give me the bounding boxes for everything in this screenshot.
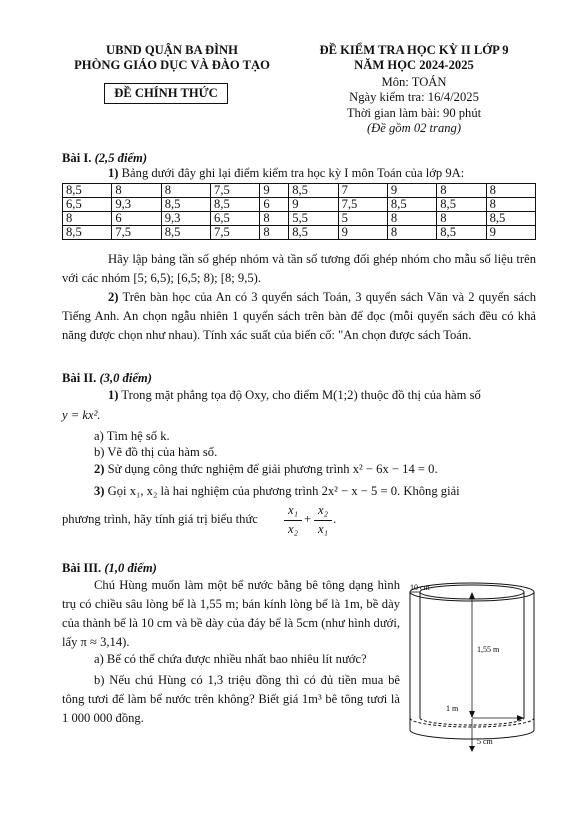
table-cell: 8 [437,212,486,226]
frac2-numerator: x₂ [318,503,328,517]
table-cell: 8,5 [211,198,260,212]
table-cell: 8,5 [437,226,486,240]
table-cell: 8 [387,226,436,240]
exam-duration: Thời gian làm bài: 90 phút [346,106,482,120]
frac2-denominator: x₁ [318,522,328,536]
table-row [63,212,536,226]
bai3-b: b) Nếu chú Hùng có 1,3 triệu đồng thì có đủ tiền mua bê tông tươi để làm bể nước trên không? Biết giá 1m³ bê tông tươi là 1 000 000 đồng. [62,673,400,725]
table-cell: 9 [338,226,387,240]
bai3-a: a) Bể có thể chứa được nhiều nhất bao nhiêu lít nước? [94,652,367,666]
table-cell: 9 [387,184,436,198]
table-cell: 9 [260,184,289,198]
frac1-numerator: x₁ [288,503,298,517]
table-cell: 6 [112,212,161,226]
bai1-q1-task: Hãy lập bảng tần số ghép nhóm và tần số tương đối ghép nhóm cho mẫu số liệu trên với các nhóm [5; 6,5); [6,5; 8); [8; 9,5). [62,252,536,285]
table-cell: 8,5 [387,198,436,212]
bai3-points: (1,0 điểm) [104,561,157,575]
bai2-q2 [94,462,438,477]
period: . [333,512,337,526]
bai2-q1-b: b) Vẽ đồ thị của hàm số. [94,445,218,459]
table-cell: 7,5 [338,198,387,212]
bai2-q1 [62,386,536,405]
bai2-q2-text: Sử dụng công thức nghiệm để giải phương trình x² − 6x − 14 = 0. [107,462,438,476]
exam-title: ĐỀ KIỂM TRA HỌC KỲ II LỚP 9 [319,43,509,57]
bai1-q2-num: 2) [108,290,119,304]
expression-fraction [284,503,344,539]
bai1-q1-text: Bảng dưới đây ghi lại điểm kiểm tra học kỳ I môn Toán của lớp 9A: [121,166,465,180]
table-cell: 9,3 [112,198,161,212]
bai1-points: (2,5 điểm) [94,151,148,165]
table-row [63,226,536,240]
table-cell: 8,5 [63,226,112,240]
table-cell: 7,5 [112,226,161,240]
table-cell: 7 [338,184,387,198]
bai1-q2 [62,288,536,345]
bai2-q3 [94,484,536,499]
bai2-q1-text: Trong mặt phẳng tọa độ Oxy, cho điểm M(1;2) thuộc đồ thị của hàm số [121,388,481,402]
bai2-heading [62,371,152,386]
bai2-q1-num: 1) [108,388,119,402]
bai2-q3-text: Gọi x₁, x₂ là hai nghiệm của phương trình 2x² − x − 5 = 0. Không giải [107,484,460,498]
bai1-q1-num: 1) [108,166,119,180]
radius-label: 1 m [446,704,459,713]
table-cell: 9 [289,198,338,212]
bai1-heading [62,151,147,166]
bai2-q3-num: 3) [94,484,105,498]
bai1-q2-text: Trên bàn học của An có 3 quyển sách Toán, 3 quyển sách Văn và 2 quyển sách Tiếng Anh. An chọn ngẫu nhiên 1 quyển sách trên bàn để đọc (mỗi quyển sách đều có khả năng được chọn như nhau). Tính xác suất của biến cố: "An chọn được sách Toán. [62,290,536,342]
table-cell: 8 [112,184,161,198]
table-cell: 6 [260,198,289,212]
bai3-heading [62,561,157,576]
table-cell: 8,5 [63,184,112,198]
table-cell: 7,5 [211,226,260,240]
table-cell: 9,3 [161,212,210,226]
table-cell: 8 [387,212,436,226]
table-cell: 6,5 [63,198,112,212]
exam-date: Ngày kiểm tra: 16/4/2025 [349,90,479,104]
table-row [63,184,536,198]
bai2-q1-a: a) Tìm hệ số k. [94,429,170,443]
table-cell: 8 [63,212,112,226]
table-row [63,198,536,212]
school-year: NĂM HỌC 2024-2025 [354,58,474,72]
plus-sign: + [304,512,312,526]
office-name: PHÒNG GIÁO DỤC VÀ ĐÀO TẠO [74,58,270,72]
table-cell: 9 [486,226,535,240]
depth-label: 1,55 m [477,645,500,654]
bai1-title: Bài I. [62,151,92,165]
table-cell: 8,5 [486,212,535,226]
table-cell: 8 [486,198,535,212]
bottom-label: 5 cm [477,737,493,746]
table-cell: 5 [338,212,387,226]
table-cell: 8,5 [437,198,486,212]
subject [303,75,525,90]
frac1-bar [284,520,302,521]
table-cell: 6,5 [211,212,260,226]
table-cell: 8,5 [289,226,338,240]
subject-text: Môn: TOÁN [381,75,447,89]
table-cell: 5,5 [289,212,338,226]
tank-figure [402,578,542,753]
table-cell: 8 [260,212,289,226]
bai2-points: (3,0 điểm) [99,371,152,385]
frac1-denominator: x₂ [288,522,298,536]
table-cell: 8,5 [161,198,210,212]
table-cell: 8 [486,184,535,198]
frac2-bar [314,520,332,521]
table-cell: 8,5 [289,184,338,198]
bai3-intro: Chú Hùng muốn làm một bể nước bằng bê tông dạng hình trụ có chiều sâu lòng bể là 1,55 m; bán kính lòng bể là 1m, bề dày của thành bể là 10 cm và bề dày của đáy bể là 5cm (như hình dưới, lấy π ≈ 3,14). [62,578,400,649]
wall-label: 10 cm [410,583,430,592]
bai2-q3-cont-text: phương trình, hãy tính giá trị biểu thức [62,512,258,526]
table-cell: 7,5 [211,184,260,198]
bai3-title: Bài III. [62,561,102,575]
department-name: UBND QUẬN BA ĐÌNH [106,43,238,57]
table-cell: 8 [437,184,486,198]
table-cell: 8 [260,226,289,240]
bai1-q1 [108,166,464,181]
page-count: (Đề gồm 02 trang) [366,121,462,135]
table-cell: 8 [161,184,210,198]
bai2-q2-num: 2) [94,462,105,476]
bai2-title: Bài II. [62,371,97,385]
score-table [62,183,536,240]
bai2-q3-cont [62,512,258,527]
bai2-q1-function: y = kx². [62,408,101,422]
table-cell: 8,5 [161,226,210,240]
official-label: ĐỀ CHÍNH THỨC [104,83,228,104]
